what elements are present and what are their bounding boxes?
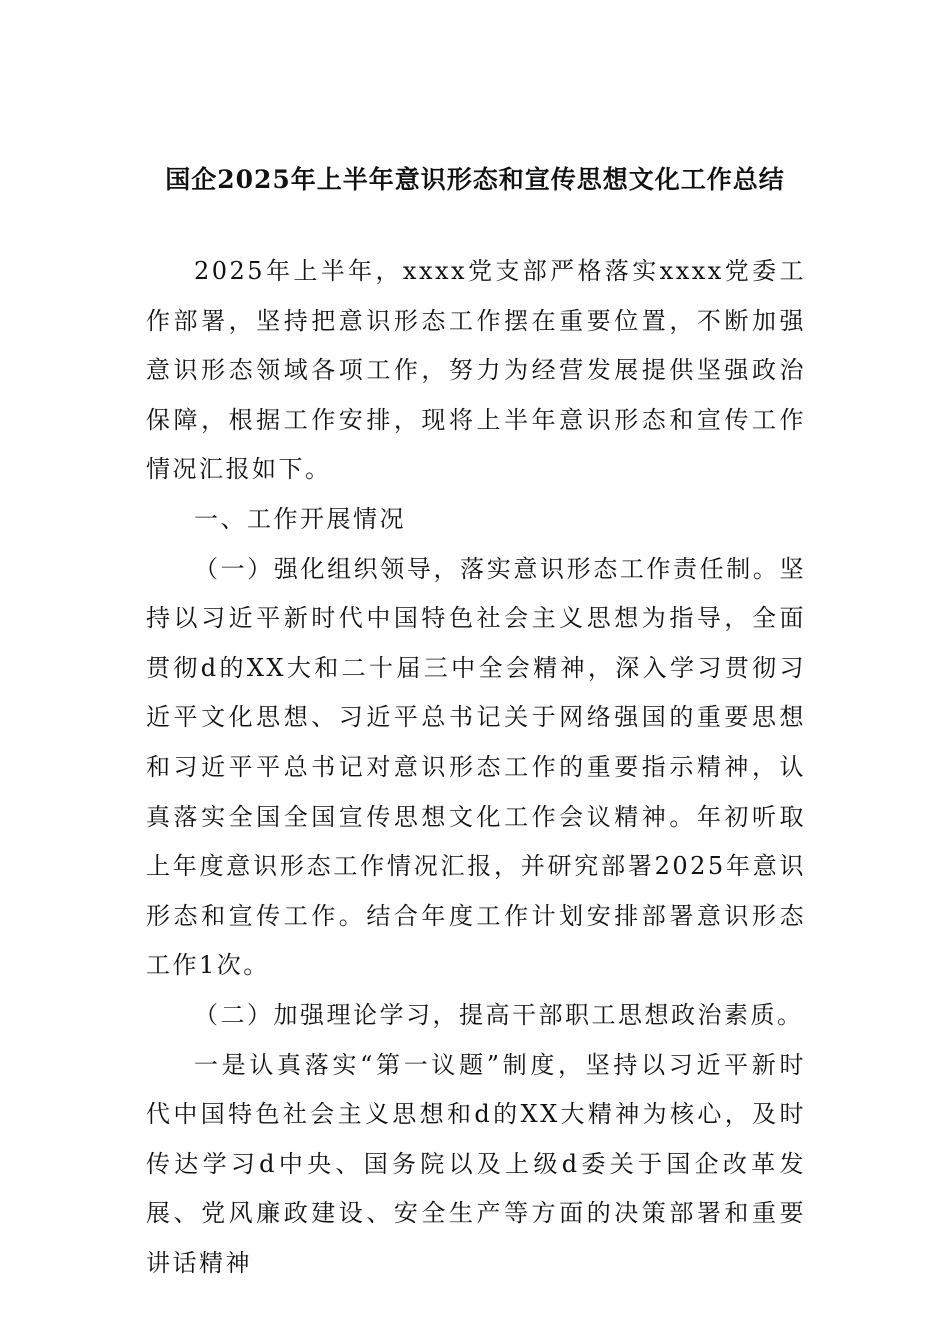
document-title: 国企2025年上半年意识形态和宣传思想文化工作总结 bbox=[165, 165, 785, 194]
subsection-2-heading: （二）加强理论学习，提高干部职工思想政治素质。 bbox=[194, 1000, 804, 1029]
intro-paragraph: 2025年上半年，xxxx党支部严格落实xxxx党委工作部署，坚持把意识形态工作摆在重要位置，不断加强意识形态领域各项工作，努力为经营发展提供坚强政治保障，根据工作安排，现将上半年意识形态和宣传工作情况汇报如下。 bbox=[146, 257, 806, 484]
subsection-1-paragraph: （一）强化组织领导，落实意识形态工作责任制。坚持以习近平新时代中国特色社会主义思想为指导，全面贯彻d的XX大和二十届三中全会精神，深入学习贯彻习近平文化思想、习近平总书记关于网络强国的重要思想和习近平平总书记对意识形态工作的重要指示精神，认真落实全国全国宣传思想文化工作会议精神。年初听取上年度意识形态工作情况汇报，并研究部署2025年意识形态和宣传工作。结合年度工作计划安排部署意识形态工作1次。 bbox=[146, 554, 806, 980]
point-1-paragraph: 一是认真落实“第一议题”制度，坚持以习近平新时代中国特色社会主义思想和d的XX大精神为核心，及时传达学习d中央、国务院以及上级d委关于国企改革发展、党风廉政建设、安全生产等方面的决策部署和重要讲话精神 bbox=[146, 1050, 806, 1277]
document-body bbox=[146, 247, 806, 1288]
section-heading: 一、工作开展情况 bbox=[194, 504, 406, 533]
